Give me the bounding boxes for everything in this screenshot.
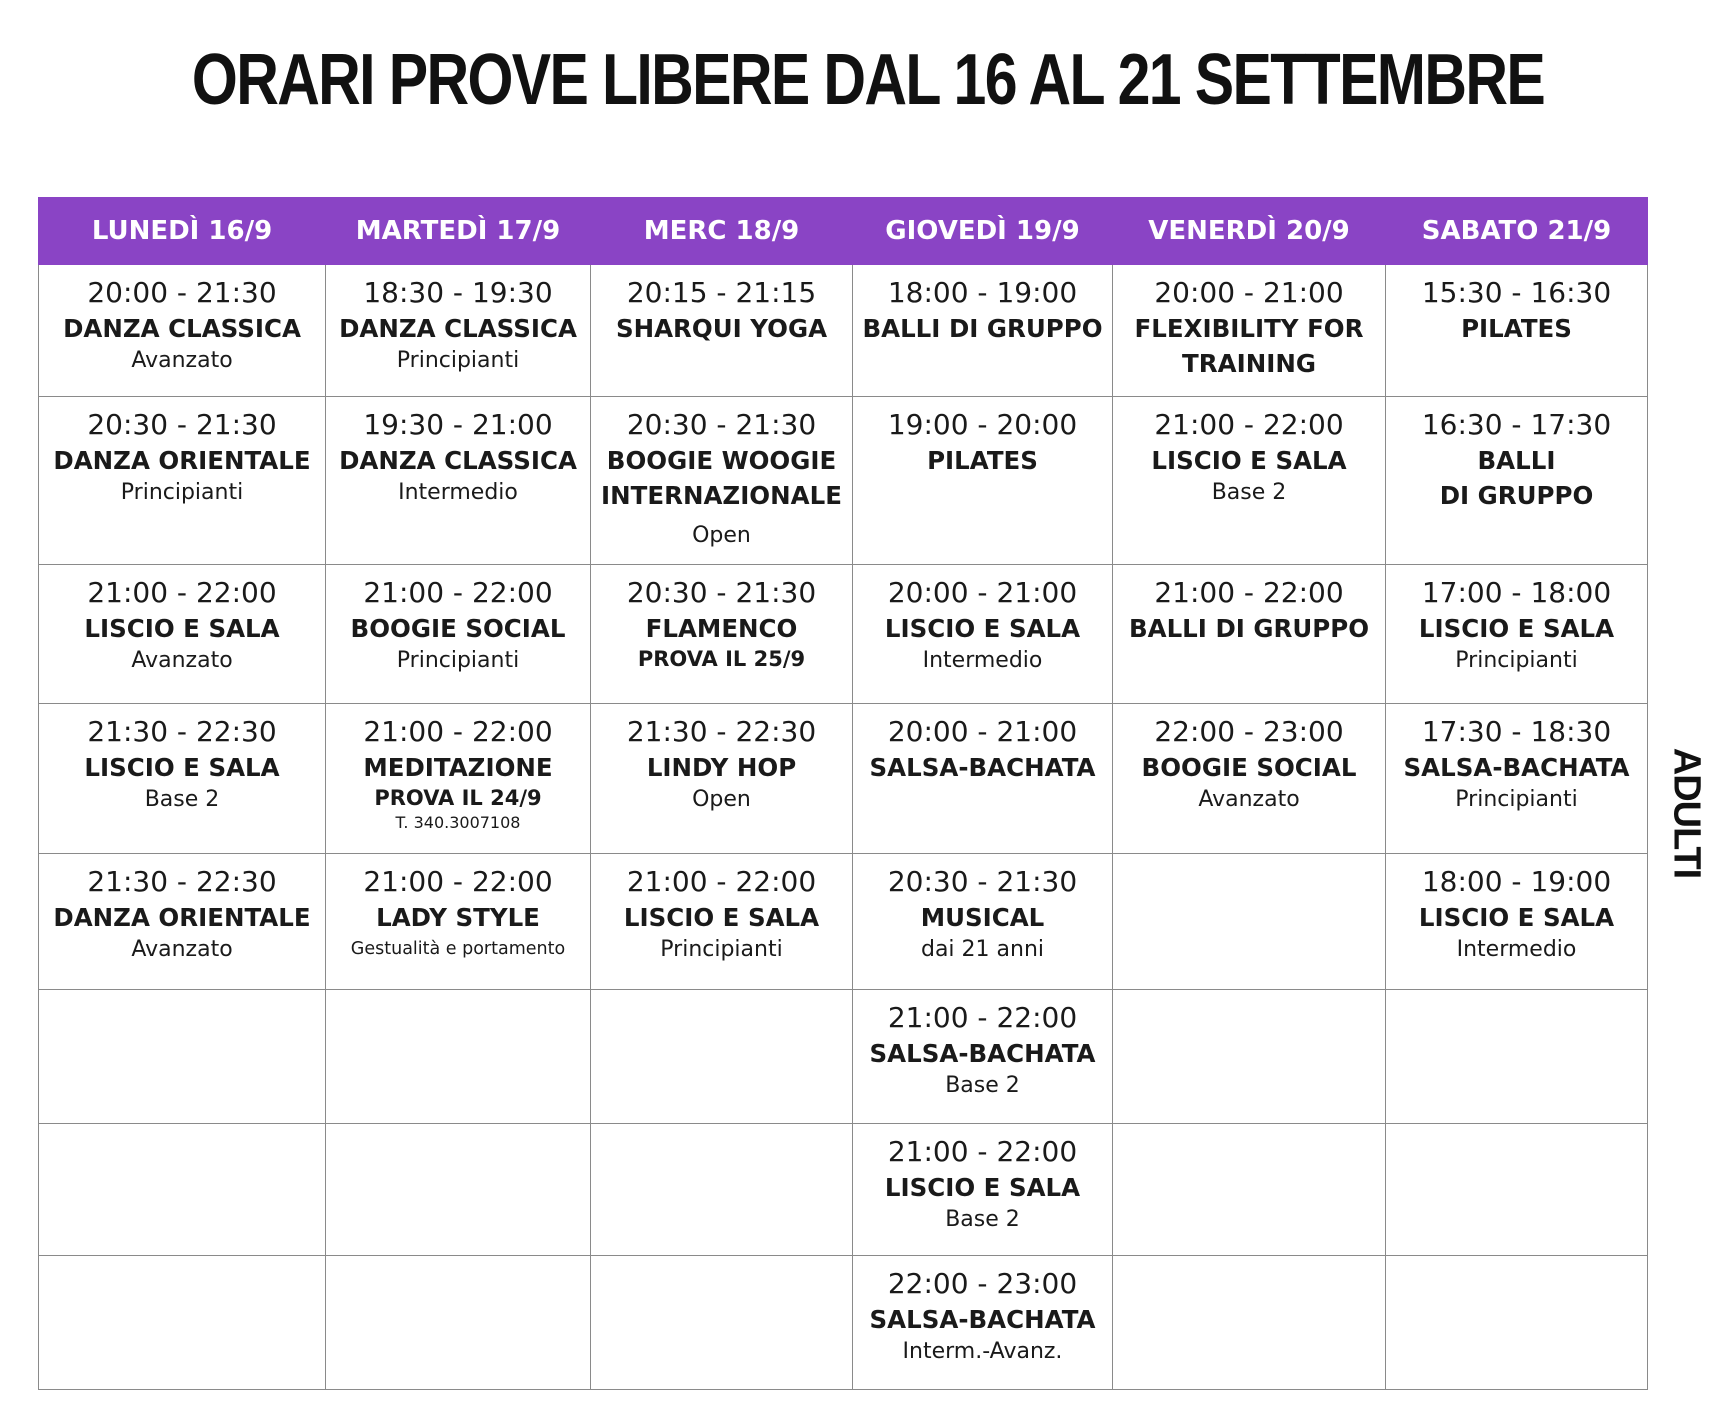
schedule-row (39, 704, 1648, 854)
class-cell (591, 854, 853, 990)
class-time: 20:00 - 21:30 (87, 276, 277, 309)
class-name: SALSA-BACHATA (1403, 753, 1630, 782)
class-level: Base 2 (945, 1073, 1020, 1098)
class-time: 19:30 - 21:00 (363, 408, 553, 441)
class-name: LISCIO E SALA (1418, 903, 1615, 932)
class-cell (853, 990, 1113, 1124)
class-name: BALLI DI GRUPPO (1128, 614, 1370, 643)
class-name: BALLI DI GRUPPO (1439, 446, 1594, 510)
class-cell (39, 565, 326, 704)
class-name: BOOGIE WOOGIE INTERNAZIONALE (601, 446, 842, 510)
day-header: GIOVEDÌ 19/9 (853, 198, 1113, 265)
class-name: BOOGIE SOCIAL (1141, 753, 1357, 782)
class-cell (1386, 704, 1648, 854)
class-name: LISCIO E SALA (84, 614, 280, 643)
class-level: Base 2 (1211, 480, 1287, 505)
class-cell (39, 704, 326, 854)
class-level: Principianti (396, 348, 520, 373)
empty-cell (1113, 1124, 1386, 1256)
class-level: Open (692, 523, 751, 548)
class-time: 20:00 - 21:00 (1154, 276, 1344, 309)
class-cell (326, 854, 591, 990)
class-cell (853, 854, 1113, 990)
class-time: 21:30 - 22:30 (626, 715, 817, 748)
empty-cell (1113, 1256, 1386, 1390)
class-name: LISCIO E SALA (1151, 446, 1347, 475)
class-time: 21:00 - 22:00 (887, 1001, 1078, 1034)
class-level: Avanzato (131, 348, 233, 373)
class-time: 20:00 - 21:00 (887, 576, 1078, 609)
side-label-text: ADULTI (1665, 747, 1708, 879)
schedule-body (39, 265, 1648, 1390)
day-header: SABATO 21/9 (1386, 198, 1648, 265)
class-time: 21:00 - 22:00 (87, 576, 277, 609)
class-time: 18:00 - 19:00 (1421, 865, 1612, 898)
class-note: PROVA IL 24/9 (374, 786, 542, 810)
empty-cell (39, 1124, 326, 1256)
class-name: LISCIO E SALA (884, 1173, 1081, 1202)
class-cell (39, 397, 326, 565)
class-cell (591, 265, 853, 397)
class-name: LISCIO E SALA (1418, 614, 1615, 643)
class-level: Interm.-Avanz. (902, 1339, 1063, 1364)
class-cell (326, 565, 591, 704)
class-name: SALSA-BACHATA (869, 1039, 1096, 1068)
class-name: DANZA CLASSICA (339, 446, 577, 475)
class-cell (853, 397, 1113, 565)
class-name: LISCIO E SALA (884, 614, 1081, 643)
class-time: 22:00 - 23:00 (1154, 715, 1344, 748)
class-cell (591, 565, 853, 704)
class-level: Intermedio (1456, 937, 1577, 962)
class-cell (853, 704, 1113, 854)
class-time: 20:30 - 21:30 (887, 865, 1078, 898)
class-cell (39, 854, 326, 990)
class-level: Base 2 (144, 787, 220, 812)
empty-cell (1386, 1124, 1648, 1256)
class-cell (853, 565, 1113, 704)
class-cell (853, 1124, 1113, 1256)
class-level: Open (692, 787, 751, 812)
class-cell (853, 1256, 1113, 1390)
class-time: 18:00 - 19:00 (887, 276, 1078, 309)
class-name: PILATES (927, 446, 1038, 475)
class-time: 21:00 - 22:00 (626, 865, 817, 898)
page-title: ORARI PROVE LIBERE DAL 16 AL 21 SETTEMBRE (191, 40, 1545, 120)
empty-cell (39, 1256, 326, 1390)
class-name: DANZA CLASSICA (339, 314, 577, 343)
class-cell (1386, 397, 1648, 565)
schedule-row (39, 1124, 1648, 1256)
class-time: 20:30 - 21:30 (626, 576, 817, 609)
empty-cell (591, 1256, 853, 1390)
schedule-table (38, 197, 1648, 1390)
class-name: DANZA ORIENTALE (53, 446, 311, 475)
class-cell (1386, 265, 1648, 397)
class-time: 15:30 - 16:30 (1421, 276, 1612, 309)
class-name: LISCIO E SALA (623, 903, 820, 932)
class-time: 21:00 - 22:00 (1154, 576, 1344, 609)
class-cell (326, 397, 591, 565)
class-level: Principianti (120, 480, 244, 505)
class-name: SALSA-BACHATA (869, 1305, 1096, 1334)
class-cell (326, 704, 591, 854)
empty-cell (39, 990, 326, 1124)
class-name: LISCIO E SALA (84, 753, 280, 782)
class-time: 21:00 - 22:00 (363, 865, 553, 898)
class-time: 20:15 - 21:15 (626, 276, 817, 309)
class-name: DANZA ORIENTALE (53, 903, 311, 932)
empty-cell (1113, 854, 1386, 990)
class-cell (1113, 397, 1386, 565)
class-level: Intermedio (922, 648, 1043, 673)
day-header: MARTEDÌ 17/9 (326, 198, 591, 265)
class-name: FLEXIBILITY FOR TRAINING (1134, 314, 1364, 378)
schedule-row (39, 854, 1648, 990)
class-cell (1386, 565, 1648, 704)
day-header: VENERDÌ 20/9 (1113, 198, 1386, 265)
class-name: MEDITAZIONE (363, 753, 553, 782)
class-cell (853, 265, 1113, 397)
class-time: 21:00 - 22:00 (887, 1135, 1078, 1168)
class-time: 20:30 - 21:30 (626, 408, 817, 441)
class-level: Principianti (396, 648, 520, 673)
class-level: Principianti (1455, 787, 1578, 812)
schedule-row (39, 397, 1648, 565)
class-name: MUSICAL (920, 903, 1045, 932)
schedule-row (39, 265, 1648, 397)
schedule-row (39, 565, 1648, 704)
class-time: 20:30 - 21:30 (87, 408, 277, 441)
class-level: Intermedio (398, 480, 518, 505)
class-time: 20:00 - 21:00 (887, 715, 1078, 748)
class-name: FLAMENCO (645, 614, 798, 643)
class-time: 18:30 - 19:30 (363, 276, 553, 309)
class-name: LADY STYLE (376, 903, 540, 932)
class-name: LINDY HOP (646, 753, 797, 782)
class-name: BALLI DI GRUPPO (862, 314, 1103, 343)
class-time: 21:30 - 22:30 (87, 865, 277, 898)
class-level: Principianti (1455, 648, 1578, 673)
class-level: Avanzato (131, 937, 233, 962)
empty-cell (326, 1124, 591, 1256)
class-cell (326, 265, 591, 397)
class-cell (1113, 265, 1386, 397)
class-level: Avanzato (1198, 787, 1300, 812)
class-cell (1113, 565, 1386, 704)
empty-cell (1113, 990, 1386, 1124)
class-cell (1386, 854, 1648, 990)
class-time: 21:00 - 22:00 (1154, 408, 1344, 441)
day-header-row (39, 198, 1648, 265)
class-cell (39, 265, 326, 397)
class-level: Gestualità e portamento (350, 939, 566, 959)
class-level: Avanzato (131, 648, 233, 673)
class-time: 16:30 - 17:30 (1421, 408, 1612, 441)
class-time: 22:00 - 23:00 (887, 1267, 1078, 1300)
class-cell (591, 704, 853, 854)
class-time: 21:00 - 22:00 (363, 576, 553, 609)
class-time: 21:00 - 22:00 (363, 715, 553, 748)
class-phone: T. 340.3007108 (395, 813, 521, 832)
class-time: 19:00 - 20:00 (887, 408, 1078, 441)
class-cell (591, 397, 853, 565)
class-note: PROVA IL 25/9 (637, 647, 806, 671)
class-time: 17:30 - 18:30 (1421, 715, 1612, 748)
class-name: SHARQUI YOGA (615, 314, 828, 343)
empty-cell (591, 1124, 853, 1256)
class-level: Principianti (660, 937, 783, 962)
class-name: PILATES (1461, 314, 1572, 343)
class-name: BOOGIE SOCIAL (350, 614, 566, 643)
class-time: 17:00 - 18:00 (1421, 576, 1612, 609)
empty-cell (591, 990, 853, 1124)
class-name: SALSA-BACHATA (869, 753, 1096, 782)
empty-cell (1386, 1256, 1648, 1390)
empty-cell (1386, 990, 1648, 1124)
empty-cell (326, 1256, 591, 1390)
side-label (1666, 748, 1706, 878)
schedule-row (39, 990, 1648, 1124)
class-level: dai 21 anni (920, 937, 1045, 962)
class-name: DANZA CLASSICA (63, 314, 301, 343)
day-header: MERC 18/9 (591, 198, 853, 265)
empty-cell (326, 990, 591, 1124)
class-cell (1113, 704, 1386, 854)
class-level: Base 2 (945, 1207, 1020, 1232)
schedule-row (39, 1256, 1648, 1390)
day-header: LUNEDÌ 16/9 (39, 198, 326, 265)
class-time: 21:30 - 22:30 (87, 715, 277, 748)
